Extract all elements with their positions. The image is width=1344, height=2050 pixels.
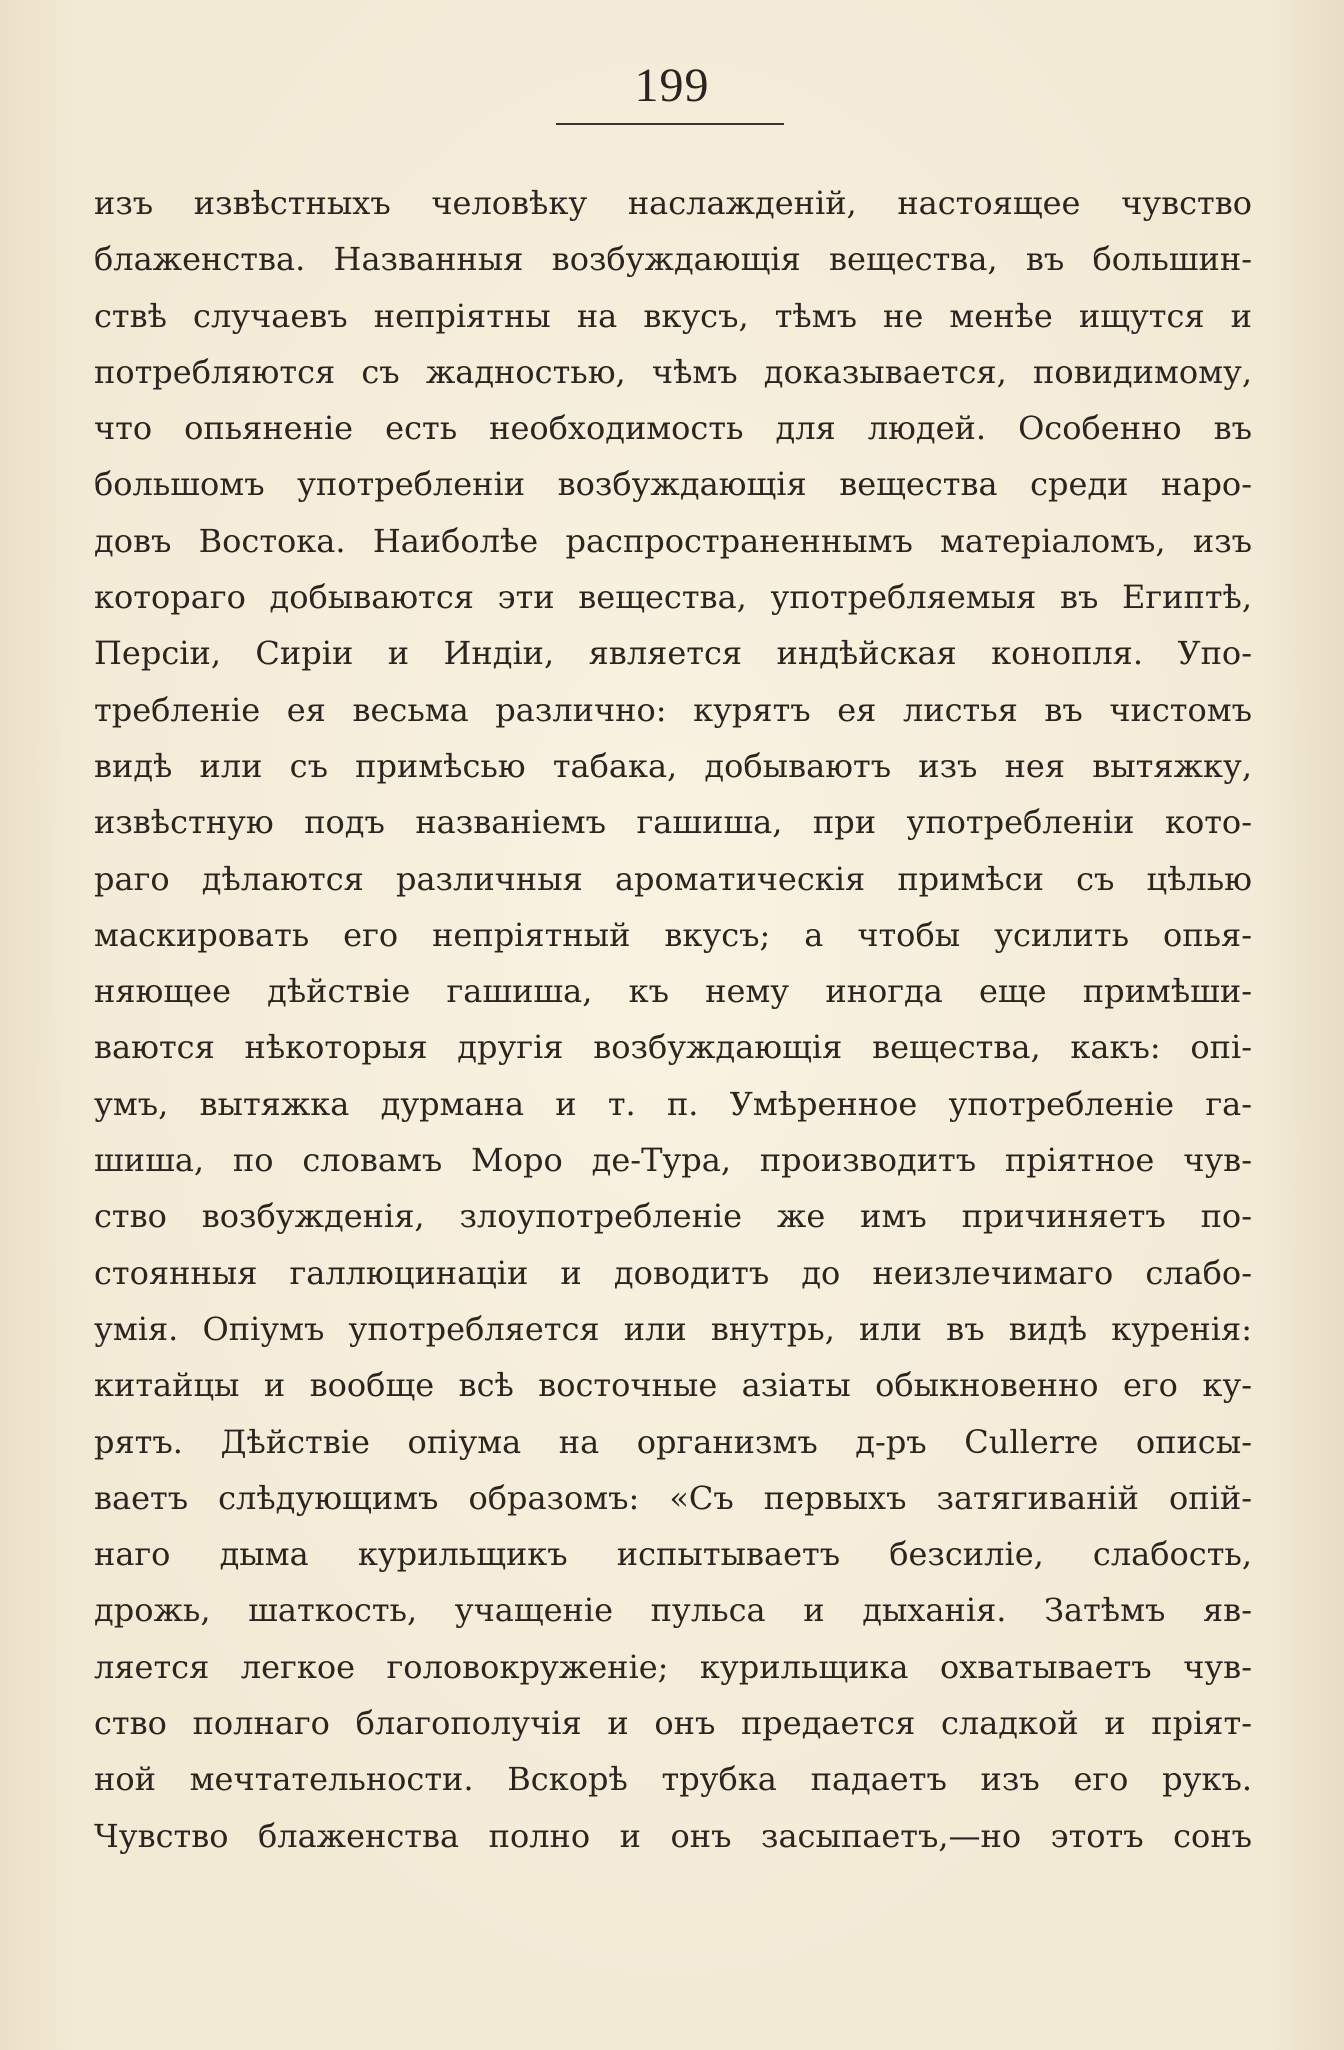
text-line: маскировать его непріятный вкусъ; а чтобы усилить опья- xyxy=(94,915,1252,954)
text-line: дрожь, шаткость, учащеніе пульса и дыханія. Затѣмъ яв- xyxy=(94,1591,1252,1630)
body-text xyxy=(94,175,1252,1864)
text-line: потребляются съ жадностью, чѣмъ доказывается, повидимому, xyxy=(94,352,1252,391)
text-line: изъ извѣстныхъ человѣку наслажденій, настоящее чувство xyxy=(94,184,1252,222)
text-line: большомъ употребленіи возбуждающія вещества среди наро- xyxy=(94,465,1252,504)
text-line: что опьяненіе есть необходимость для людей. Особенно въ xyxy=(94,409,1252,448)
text-line: няющее дѣйствіе гашиша, къ нему иногда еще примѣши- xyxy=(94,972,1252,1011)
text-line: Чувство блаженства полно и онъ засыпаетъ,—но этотъ сонъ xyxy=(94,1816,1252,1855)
text-line: рятъ. Дѣйствіе опіума на организмъ д-ръ Cullerre описы- xyxy=(94,1422,1252,1461)
text-line: ляется легкое головокруженіе; курильщика охватываетъ чув- xyxy=(94,1647,1252,1686)
text-line: ной мечтательности. Вскорѣ трубка падаетъ изъ его рукъ. xyxy=(94,1760,1252,1799)
text-line: требленіе ея весьма различно: курятъ ея листья въ чистомъ xyxy=(94,690,1252,729)
text-line: ваются нѣкоторыя другія возбуждающія вещества, какъ: опі- xyxy=(94,1028,1252,1067)
text-line: шиша, по словамъ Моро де-Тура, производитъ пріятное чув- xyxy=(94,1141,1252,1180)
text-line: извѣстную подъ названіемъ гашиша, при употребленіи кото- xyxy=(94,803,1252,842)
text-line: довъ Востока. Наиболѣе распространеннымъ матеріаломъ, изъ xyxy=(94,521,1252,560)
text-line: Персіи, Сиріи и Индіи, является индѣйская конопля. Упо- xyxy=(94,634,1252,673)
text-line: ство возбужденія, злоупотребленіе же имъ причиняетъ по- xyxy=(94,1197,1252,1236)
text-line: ствѣ случаевъ непріятны на вкусъ, тѣмъ не менѣе ищутся и xyxy=(94,296,1252,335)
text-line: блаженства. Названныя возбуждающія вещества, въ большин- xyxy=(94,240,1252,279)
text-line: китайцы и вообще всѣ восточные азіаты обыкновенно его ку- xyxy=(94,1366,1252,1405)
text-line: наго дыма курильщикъ испытываетъ безсиліе, слабость, xyxy=(94,1535,1252,1574)
text-line: стоянныя галлюцинаціи и доводитъ до неизлечимаго слабо- xyxy=(94,1253,1252,1292)
text-line: раго дѣлаются различныя ароматическія примѣси съ цѣлью xyxy=(94,859,1252,898)
page-number: 199 xyxy=(634,59,710,112)
text-line: котораго добываются эти вещества, употребляемыя въ Египтѣ, xyxy=(94,578,1252,617)
header-rule xyxy=(556,123,784,125)
text-line: умія. Опіумъ употребляется или внутрь, или въ видѣ куренія: xyxy=(94,1309,1252,1348)
text-line: видѣ или съ примѣсью табака, добываютъ изъ нея вытяжку, xyxy=(94,746,1252,785)
text-line: ваетъ слѣдующимъ образомъ: «Съ первыхъ затягиваній опій- xyxy=(94,1478,1252,1517)
text-line: ство полнаго благополучія и онъ предается сладкой и пріят- xyxy=(94,1704,1252,1743)
text-line: умъ, вытяжка дурмана и т. п. Умѣренное употребленіе га- xyxy=(94,1084,1252,1123)
